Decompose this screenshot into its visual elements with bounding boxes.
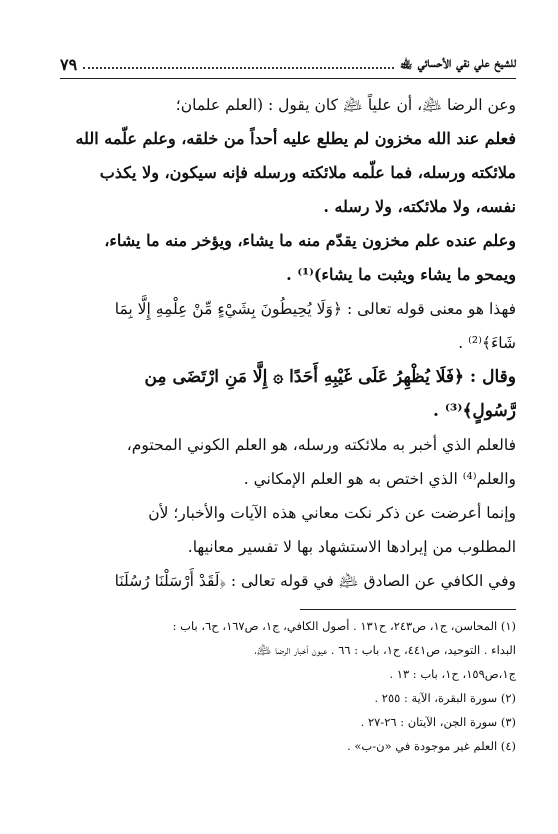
text-line: فالعلم الذي أخبر به ملائكته ورسله، هو العلم الكوني المحتوم، <box>126 436 516 454</box>
running-title: للشيخ علي نقي الأحسائي ﵀ <box>399 55 516 71</box>
text-line: والعلم⁽⁴⁾ الذي اختص به هو العلم الإمكاني . <box>243 470 516 488</box>
text-line: وعن الرضا ﵇، أن علياً ﵇ كان يقول : (العلم علمان؛ <box>175 96 516 114</box>
quote-line: نفسه، ولا ملائكته، ولا رسله . <box>323 197 516 216</box>
footnote-line: البداء . التوحيد، ص٤٤١، ح١، باب : ٦٦ . عيون أخبار الرضا ﵇، <box>254 643 516 657</box>
header-rule <box>60 78 516 79</box>
quote-line: ويمحو ما يشاء ويثبت ما يشاء)⁽¹⁾ . <box>286 265 516 284</box>
footnote-line: (٢) سورة البقرة، الآية : ٢٥٥ . <box>374 691 516 705</box>
text-line: شَاءَ﴾⁽²⁾ . <box>458 334 516 352</box>
footnotes <box>60 614 516 758</box>
main-text <box>60 88 516 598</box>
text-line: وإنما أعرضت عن ذكر نكت معاني هذه الآيات والأخبار؛ لأن <box>148 504 516 522</box>
footnote-line: (٣) سورة الجن، الآيتان : ٢٦-٢٧ . <box>360 715 516 729</box>
footnote-line: ج١،ص١٥٩، ح١، باب : ١٣ . <box>389 667 516 681</box>
footnote-line: (٤) العلم غير موجودة في «ن-ب» . <box>347 739 516 753</box>
text-line: وفي الكافي عن الصادق ﵇ في قوله تعالى : ﴿لَقَدْ أَرْسَلْنَا رُسُلَنَا <box>114 572 516 590</box>
quote-line: وعلم عنده علم مخزون يقدّم منه ما يشاء، ويؤخر منه ما يشاء، <box>104 231 516 250</box>
text-line: فهذا هو معنى قوله تعالى : ﴿وَلَا يُحِيطُونَ بِشَيْءٍ مِّنْ عِلْمِهِ إِلَّا بِمَا <box>114 300 516 318</box>
leader-dots <box>83 66 394 69</box>
footnote-rule <box>300 609 516 610</box>
page-header <box>60 50 516 74</box>
footnote-line: (١) المحاسن، ج١، ص٢٤٣، ح١٣١ . أصول الكافي، ج١، ص١٦٧، ح٦، باب : <box>172 619 516 633</box>
quote-line: فعلم عند الله مخزون لم يطلع عليه أحداً من خلقه، وعلم علّمه الله <box>75 129 516 148</box>
verse-line: رَّسُولٍ﴾⁽³⁾ . <box>433 401 516 421</box>
verse-line: وقال : ﴿فَلَا يُظْهِرُ عَلَى غَيْبِهِ أَحَدًا ۞ إِلَّا مَنِ ارْتَضَى مِن <box>144 367 516 387</box>
text-line: المطلوب من إيرادها الاستشهاد بها لا تفسير معانيها. <box>187 538 516 556</box>
quote-line: ملائكته ورسله، فما علّمه ملائكته ورسله فإنه سيكون، ولا يكذب <box>99 163 516 182</box>
page-number: ٧٩ <box>60 55 78 74</box>
